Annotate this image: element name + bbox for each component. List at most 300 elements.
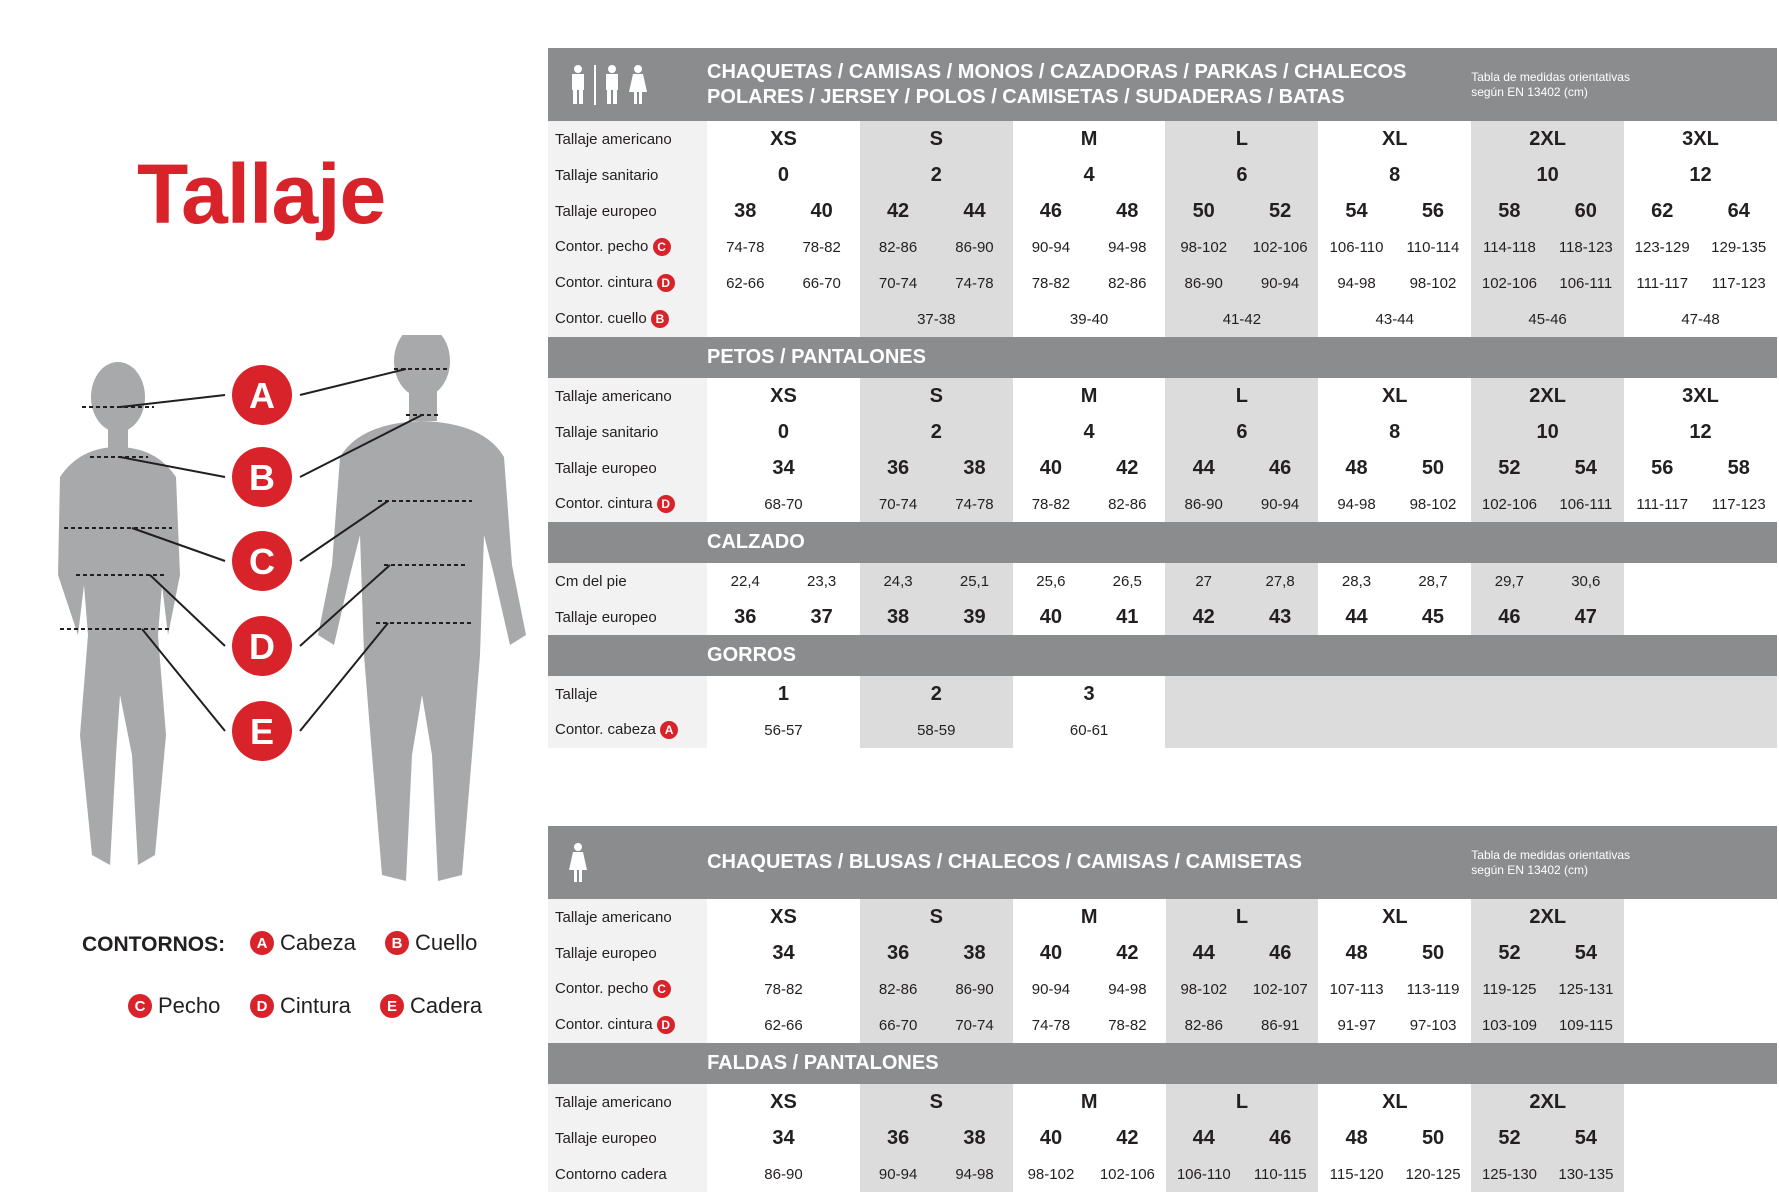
legend <box>0 0 545 1200</box>
cell: 56 <box>1624 450 1700 486</box>
cell: 102-106 <box>1089 1156 1165 1192</box>
note-line1: Tabla de medidas orientativas <box>1471 69 1630 84</box>
woman-icon <box>628 64 648 106</box>
cell: 102-106 <box>1471 486 1547 522</box>
cell: 54 <box>1318 193 1394 229</box>
table-row <box>548 1156 1777 1192</box>
cell: 106-110 <box>1318 229 1394 265</box>
cell: XL <box>1318 378 1471 414</box>
cell: 39 <box>936 599 1012 635</box>
cell: 58-59 <box>860 712 1013 748</box>
legend-badge: B <box>385 931 409 955</box>
row-label <box>548 486 707 522</box>
legend-item-pecho <box>128 993 220 1019</box>
cell: 1 <box>707 676 860 712</box>
marker-a-label: A <box>249 375 275 416</box>
cell: 62-66 <box>707 1007 860 1043</box>
cell: 44 <box>1165 450 1241 486</box>
cell: 86-90 <box>1165 486 1241 522</box>
cell: XS <box>707 899 860 935</box>
legend-item-cadera <box>380 993 482 1019</box>
cell: 54 <box>1548 450 1624 486</box>
page-title: Tallaje <box>137 147 386 241</box>
empty-cell <box>1624 563 1777 599</box>
cell: 10 <box>1471 414 1624 450</box>
cell: 46 <box>1471 599 1547 635</box>
cell: S <box>860 378 1013 414</box>
table-row <box>548 1084 1777 1120</box>
cell: 40 <box>1013 450 1089 486</box>
cell: 44 <box>1166 1120 1242 1156</box>
note-line2: según EN 13402 (cm) <box>1471 862 1589 877</box>
row-label <box>548 1007 707 1043</box>
cell: 46 <box>1013 193 1089 229</box>
row-label: Tallaje americano <box>548 899 707 935</box>
measure-badge: C <box>653 980 671 998</box>
cell: 42 <box>1089 1120 1165 1156</box>
row-label <box>548 971 707 1007</box>
cell: 117-123 <box>1700 265 1777 301</box>
divider <box>594 65 596 105</box>
cell: 94-98 <box>1318 265 1394 301</box>
cell: 90-94 <box>1242 486 1318 522</box>
cell: 52 <box>1471 935 1547 971</box>
row-label <box>548 301 707 337</box>
cell: 97-103 <box>1395 1007 1471 1043</box>
cell: 50 <box>1395 935 1471 971</box>
legend-badge: A <box>250 931 274 955</box>
cell: 58 <box>1700 450 1777 486</box>
legend-heading: CONTORNOS: <box>82 933 226 956</box>
cell: 125-130 <box>1471 1156 1547 1192</box>
table-row <box>548 935 1777 971</box>
cell: 52 <box>1471 1120 1547 1156</box>
cell: 30,6 <box>1548 563 1624 599</box>
cell: 36 <box>860 450 936 486</box>
cell: 24,3 <box>860 563 936 599</box>
cell: 48 <box>1318 450 1394 486</box>
cell: 74-78 <box>936 265 1012 301</box>
cell: 23,3 <box>783 563 859 599</box>
cell: 50 <box>1395 1120 1471 1156</box>
cell: 40 <box>1013 599 1089 635</box>
table-row <box>548 121 1777 157</box>
cell: 2 <box>860 157 1013 193</box>
cell: 103-109 <box>1471 1007 1547 1043</box>
men-header-line2: POLARES / JERSEY / POLOS / CAMISETAS / SUDADERAS / BATAS <box>707 85 1345 108</box>
cell: 111-117 <box>1624 486 1700 522</box>
cell: 22,4 <box>707 563 783 599</box>
legend-label: Cuello <box>415 930 478 955</box>
cell: 60 <box>1548 193 1624 229</box>
cell: 98-102 <box>1395 265 1471 301</box>
cell: 102-106 <box>1471 265 1547 301</box>
cell: 38 <box>936 935 1012 971</box>
cell: 111-117 <box>1624 265 1700 301</box>
cell: 120-125 <box>1395 1156 1471 1192</box>
cell: 34 <box>707 450 860 486</box>
men-header-note <box>1471 48 1777 121</box>
cell: 78-82 <box>1013 486 1089 522</box>
cell: 2 <box>860 414 1013 450</box>
cell: 34 <box>707 1120 860 1156</box>
cell: 37 <box>783 599 859 635</box>
cell: 46 <box>1242 935 1318 971</box>
cell: 25,6 <box>1013 563 1089 599</box>
unisex-icons <box>548 48 707 121</box>
cell: 2 <box>860 676 1013 712</box>
measure-badge: D <box>657 495 675 513</box>
row-label <box>548 265 707 301</box>
cell: S <box>860 899 1013 935</box>
cell: 109-115 <box>1548 1007 1624 1043</box>
table-row <box>548 971 1777 1007</box>
row-label: Tallaje europeo <box>548 599 707 635</box>
cell <box>707 301 860 337</box>
table-row <box>548 265 1777 301</box>
cell: 82-86 <box>860 971 936 1007</box>
empty-cell <box>1624 935 1777 971</box>
women-header-note <box>1471 826 1777 899</box>
women-icon-cell <box>548 826 707 899</box>
row-label: Tallaje americano <box>548 121 707 157</box>
cell: 3XL <box>1624 378 1777 414</box>
cell: 114-118 <box>1471 229 1547 265</box>
cell: 29,7 <box>1471 563 1547 599</box>
cell: 42 <box>1089 450 1165 486</box>
cell: XS <box>707 378 860 414</box>
men-header-title <box>707 48 1471 121</box>
cell: 130-135 <box>1548 1156 1624 1192</box>
label-text: Contor. cintura <box>555 495 653 512</box>
cell: 90-94 <box>860 1156 936 1192</box>
man-icon <box>602 64 622 106</box>
cell: 74-78 <box>936 486 1012 522</box>
cell: 98-102 <box>1013 1156 1089 1192</box>
cell: S <box>860 121 1013 157</box>
label-text: Contor. pecho <box>555 980 649 997</box>
empty-cell <box>1624 1007 1777 1043</box>
cell: 86-90 <box>936 229 1012 265</box>
cell: 44 <box>936 193 1012 229</box>
cell: 78-82 <box>1089 1007 1165 1043</box>
table-row <box>548 1007 1777 1043</box>
cell: 64 <box>1700 193 1777 229</box>
cell: 38 <box>707 193 783 229</box>
empty-cell <box>1165 676 1777 748</box>
cell: 58 <box>1471 193 1547 229</box>
measure-badge: D <box>657 1016 675 1034</box>
cell: 28,3 <box>1318 563 1394 599</box>
cell: 56 <box>1395 193 1471 229</box>
cell: 86-90 <box>707 1156 860 1192</box>
legend-label: Pecho <box>158 993 221 1018</box>
cell: 82-86 <box>1089 265 1165 301</box>
cell: 110-114 <box>1395 229 1471 265</box>
cell: XS <box>707 1084 860 1120</box>
cell: 6 <box>1165 414 1318 450</box>
cell: 54 <box>1548 935 1624 971</box>
empty-cell <box>1624 1084 1777 1120</box>
man-icon <box>568 64 588 106</box>
cell: M <box>1013 121 1166 157</box>
cell: 106-111 <box>1548 486 1624 522</box>
legend-label: Cintura <box>280 993 351 1018</box>
cell: 3 <box>1013 676 1166 712</box>
cell: 52 <box>1242 193 1318 229</box>
row-label: Tallaje americano <box>548 378 707 414</box>
cell: 48 <box>1318 935 1394 971</box>
cell: XS <box>707 121 860 157</box>
cell: 8 <box>1318 157 1471 193</box>
cell: 38 <box>936 450 1012 486</box>
men-table <box>548 48 1777 748</box>
cell: 2XL <box>1471 1084 1624 1120</box>
table-row <box>548 899 1777 935</box>
cell: 129-135 <box>1700 229 1777 265</box>
table-row <box>548 229 1777 265</box>
cell: 39-40 <box>1013 301 1166 337</box>
marker-d-label: D <box>249 626 275 667</box>
table-row <box>548 563 1777 599</box>
cell: 0 <box>707 414 860 450</box>
cell: 36 <box>860 935 936 971</box>
section-title-calzado: CALZADO <box>707 522 1777 563</box>
section-title-gorros: GORROS <box>707 635 1777 676</box>
row-label: Tallaje europeo <box>548 193 707 229</box>
table-row <box>548 301 1777 337</box>
table-row <box>548 486 1777 522</box>
cell: 54 <box>1548 1120 1624 1156</box>
cell: 26,5 <box>1089 563 1165 599</box>
cell: 56-57 <box>707 712 860 748</box>
left-panel <box>0 0 545 1200</box>
cell: S <box>860 1084 1013 1120</box>
marker-c-label: C <box>249 541 275 582</box>
cell: 4 <box>1013 157 1166 193</box>
cell: 43 <box>1242 599 1318 635</box>
cell: 12 <box>1624 414 1777 450</box>
cell: 110-115 <box>1242 1156 1318 1192</box>
legend-badge: E <box>380 994 404 1018</box>
row-label: Contorno cadera <box>548 1156 707 1192</box>
label-text: Contor. pecho <box>555 238 649 255</box>
cell: 90-94 <box>1013 229 1089 265</box>
cell: 50 <box>1395 450 1471 486</box>
cell: 42 <box>1165 599 1241 635</box>
cell: 117-123 <box>1700 486 1777 522</box>
measure-badge: C <box>653 238 671 256</box>
table-row <box>548 1120 1777 1156</box>
cell: 44 <box>1166 935 1242 971</box>
row-label <box>548 712 707 748</box>
row-label: Tallaje americano <box>548 1084 707 1120</box>
legend-badge: C <box>128 994 152 1018</box>
row-label: Cm del pie <box>548 563 707 599</box>
cell: 41-42 <box>1165 301 1318 337</box>
cell: XL <box>1318 1084 1471 1120</box>
cell: 60-61 <box>1013 712 1166 748</box>
cell: 98-102 <box>1166 971 1242 1007</box>
legend-item-cintura <box>250 993 351 1019</box>
cell: 46 <box>1242 1120 1318 1156</box>
legend-item-cuello <box>385 930 477 956</box>
note-line2: según EN 13402 (cm) <box>1471 84 1588 99</box>
cell: 102-106 <box>1242 229 1318 265</box>
cell: 102-107 <box>1242 971 1318 1007</box>
cell: 86-90 <box>1165 265 1241 301</box>
cell: 125-131 <box>1548 971 1624 1007</box>
cell: 70-74 <box>860 265 936 301</box>
cell: 42 <box>1089 935 1165 971</box>
cell: 36 <box>707 599 783 635</box>
cell: 27 <box>1165 563 1241 599</box>
cell: 28,7 <box>1395 563 1471 599</box>
women-header-title: CHAQUETAS / BLUSAS / CHALECOS / CAMISAS / CAMISETAS <box>707 826 1471 899</box>
cell: 70-74 <box>860 486 936 522</box>
cell: 2XL <box>1471 899 1624 935</box>
section-title-petos: PETOS / PANTALONES <box>707 337 1777 378</box>
table-row <box>548 676 1777 712</box>
table-row <box>548 193 1777 229</box>
cell: 86-90 <box>936 971 1012 1007</box>
cell: 45 <box>1395 599 1471 635</box>
cell: 107-113 <box>1318 971 1394 1007</box>
label-text: Contor. cintura <box>555 1016 653 1033</box>
cell: 27,8 <box>1242 563 1318 599</box>
cell: 86-91 <box>1242 1007 1318 1043</box>
cell: 47 <box>1548 599 1624 635</box>
cell: 40 <box>1013 935 1089 971</box>
row-label: Tallaje europeo <box>548 450 707 486</box>
cell: 6 <box>1165 157 1318 193</box>
cell: L <box>1166 1084 1319 1120</box>
note-line1: Tabla de medidas orientativas <box>1471 847 1631 862</box>
row-label: Tallaje sanitario <box>548 414 707 450</box>
cell: 38 <box>936 1120 1012 1156</box>
table-row <box>548 599 1777 635</box>
cell: 91-97 <box>1318 1007 1394 1043</box>
men-header-line1: CHAQUETAS / CAMISAS / MONOS / CAZADORAS / PARKAS / CHALECOS <box>707 60 1407 83</box>
cell: 98-102 <box>1395 486 1471 522</box>
marker-e-label: E <box>249 711 275 752</box>
row-label: Tallaje europeo <box>548 1120 707 1156</box>
cell: 68-70 <box>707 486 860 522</box>
legend-item-cabeza <box>250 930 356 956</box>
cell: L <box>1165 121 1318 157</box>
label-text: Contor. cuello <box>555 310 647 327</box>
cell: 82-86 <box>1089 486 1165 522</box>
cell: 44 <box>1318 599 1394 635</box>
cell: 66-70 <box>783 265 859 301</box>
table-row <box>548 450 1777 486</box>
section-title-faldas: FALDAS / PANTALONES <box>707 1043 1777 1084</box>
cell: 48 <box>1089 193 1165 229</box>
cell: 90-94 <box>1242 265 1318 301</box>
row-label <box>548 229 707 265</box>
cell: 94-98 <box>1089 971 1165 1007</box>
row-label: Tallaje <box>548 676 707 712</box>
measure-badge: D <box>657 274 675 292</box>
cell: 115-120 <box>1318 1156 1394 1192</box>
cell: 50 <box>1165 193 1241 229</box>
cell: 94-98 <box>1318 486 1394 522</box>
marker-b-label: B <box>249 457 275 498</box>
cell: 82-86 <box>1166 1007 1242 1043</box>
row-label: Tallaje sanitario <box>548 157 707 193</box>
cell: 0 <box>707 157 860 193</box>
cell: 94-98 <box>1089 229 1165 265</box>
cell: 38 <box>860 599 936 635</box>
cell: 82-86 <box>860 229 936 265</box>
empty-cell <box>1624 599 1777 635</box>
woman-icon <box>568 842 588 884</box>
empty-cell <box>1624 899 1777 935</box>
cell: 98-102 <box>1165 229 1241 265</box>
cell: 74-78 <box>707 229 783 265</box>
empty-cell <box>1624 1156 1777 1192</box>
cell: 45-46 <box>1471 301 1624 337</box>
legend-label: Cabeza <box>280 930 356 955</box>
cell: 118-123 <box>1548 229 1624 265</box>
women-table <box>548 826 1777 1192</box>
cell: XL <box>1318 121 1471 157</box>
label-text: Contor. cintura <box>555 274 653 291</box>
cell: 66-70 <box>860 1007 936 1043</box>
cell: 74-78 <box>1013 1007 1089 1043</box>
cell: 119-125 <box>1471 971 1547 1007</box>
table-row <box>548 378 1777 414</box>
cell: 40 <box>1013 1120 1089 1156</box>
cell: 106-111 <box>1548 265 1624 301</box>
cell: 41 <box>1089 599 1165 635</box>
table-row <box>548 414 1777 450</box>
cell: 34 <box>707 935 860 971</box>
cell: M <box>1013 378 1166 414</box>
cell: 78-82 <box>707 971 860 1007</box>
cell: 62 <box>1624 193 1700 229</box>
cell: M <box>1013 1084 1166 1120</box>
cell: 47-48 <box>1624 301 1777 337</box>
cell: 2XL <box>1471 378 1624 414</box>
table-row <box>548 157 1777 193</box>
cell: XL <box>1318 899 1471 935</box>
cell: 113-119 <box>1395 971 1471 1007</box>
empty-cell <box>1624 1120 1777 1156</box>
cell: M <box>1013 899 1166 935</box>
cell: 8 <box>1318 414 1471 450</box>
cell: 106-110 <box>1166 1156 1242 1192</box>
cell: 52 <box>1471 450 1547 486</box>
measure-badge: A <box>660 721 678 739</box>
cell: 94-98 <box>936 1156 1012 1192</box>
cell: 123-129 <box>1624 229 1700 265</box>
empty-cell <box>1624 971 1777 1007</box>
cell: 42 <box>860 193 936 229</box>
cell: 4 <box>1013 414 1166 450</box>
cell: 62-66 <box>707 265 783 301</box>
cell: 10 <box>1471 157 1624 193</box>
legend-badge: D <box>250 994 274 1018</box>
cell: 43-44 <box>1318 301 1471 337</box>
cell: 70-74 <box>936 1007 1012 1043</box>
cell: 46 <box>1242 450 1318 486</box>
cell: 25,1 <box>936 563 1012 599</box>
cell: 48 <box>1318 1120 1394 1156</box>
label-text: Contor. cabeza <box>555 721 656 738</box>
cell: 90-94 <box>1013 971 1089 1007</box>
cell: 37-38 <box>860 301 1013 337</box>
